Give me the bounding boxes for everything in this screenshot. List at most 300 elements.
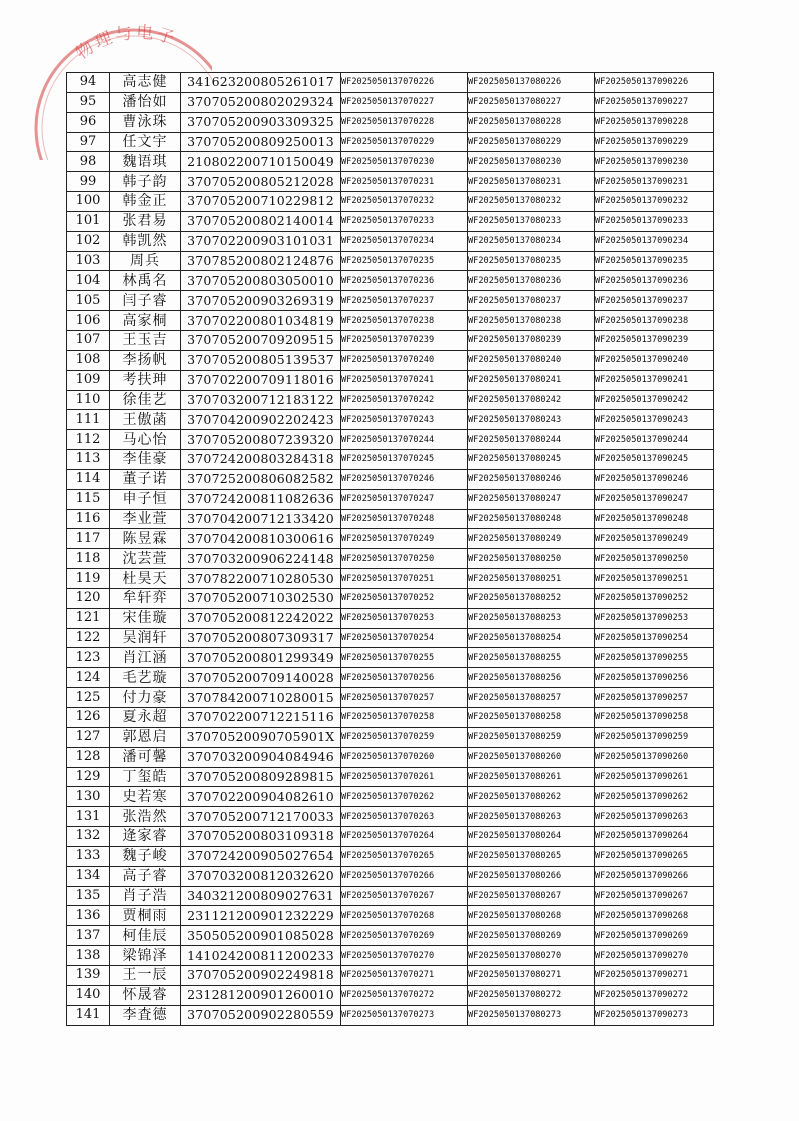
row-number-cell: 116 [67, 509, 110, 529]
code-cell-b: WF2025050137080270 [468, 946, 595, 966]
code-cell-c: WF2025050137090249 [595, 529, 714, 549]
code-cell-a: WF2025050137070239 [341, 330, 468, 350]
code-cell-c: WF2025050137090266 [595, 866, 714, 886]
code-cell-a: WF2025050137070227 [341, 92, 468, 112]
code-cell-c: WF2025050137090227 [595, 92, 714, 112]
code-cell-b: WF2025050137080242 [468, 390, 595, 410]
student-name-cell: 考扶珅 [110, 370, 181, 390]
id-number-cell: 370705200809289815 [181, 767, 341, 787]
student-name-cell: 潘怡如 [110, 92, 181, 112]
code-cell-b: WF2025050137080231 [468, 172, 595, 192]
code-cell-b: WF2025050137080249 [468, 529, 595, 549]
code-cell-a: WF2025050137070247 [341, 489, 468, 509]
code-cell-b: WF2025050137080259 [468, 727, 595, 747]
id-number-cell: 370705200807239320 [181, 430, 341, 450]
table-row [67, 846, 714, 866]
row-number-cell: 100 [67, 192, 110, 212]
code-cell-a: WF2025050137070240 [341, 350, 468, 370]
id-number-cell: 370705200803050010 [181, 271, 341, 291]
id-number-cell: 370704200712133420 [181, 509, 341, 529]
code-cell-a: WF2025050137070228 [341, 112, 468, 132]
code-cell-b: WF2025050137080236 [468, 271, 595, 291]
row-number-cell: 109 [67, 370, 110, 390]
student-name-cell: 郭恩启 [110, 727, 181, 747]
table-row [67, 946, 714, 966]
student-name-cell: 曹泳珠 [110, 112, 181, 132]
row-number-cell: 106 [67, 311, 110, 331]
code-cell-a: WF2025050137070265 [341, 846, 468, 866]
id-number-cell: 370702200801034819 [181, 311, 341, 331]
code-cell-a: WF2025050137070259 [341, 727, 468, 747]
code-cell-a: WF2025050137070262 [341, 787, 468, 807]
code-cell-a: WF2025050137070250 [341, 549, 468, 569]
code-cell-c: WF2025050137090244 [595, 430, 714, 450]
code-cell-a: WF2025050137070238 [341, 311, 468, 331]
code-cell-c: WF2025050137090256 [595, 668, 714, 688]
code-cell-b: WF2025050137080269 [468, 926, 595, 946]
table-row [67, 529, 714, 549]
code-cell-a: WF2025050137070272 [341, 985, 468, 1005]
id-number-cell: 37070520090705901X [181, 727, 341, 747]
code-cell-b: WF2025050137080247 [468, 489, 595, 509]
row-number-cell: 126 [67, 708, 110, 728]
row-number-cell: 118 [67, 549, 110, 569]
id-number-cell: 141024200811200233 [181, 946, 341, 966]
id-number-cell: 350505200901085028 [181, 926, 341, 946]
table-row [67, 410, 714, 430]
id-number-cell: 210802200710150049 [181, 152, 341, 172]
row-number-cell: 105 [67, 291, 110, 311]
student-name-cell: 毛艺璇 [110, 668, 181, 688]
code-cell-b: WF2025050137080266 [468, 866, 595, 886]
code-cell-a: WF2025050137070252 [341, 588, 468, 608]
row-number-cell: 113 [67, 450, 110, 470]
code-cell-c: WF2025050137090273 [595, 1005, 714, 1025]
code-cell-c: WF2025050137090257 [595, 688, 714, 708]
code-cell-a: WF2025050137070241 [341, 370, 468, 390]
id-number-cell: 370724200803284318 [181, 450, 341, 470]
student-name-cell: 肖子浩 [110, 886, 181, 906]
code-cell-a: WF2025050137070264 [341, 827, 468, 847]
id-number-cell: 370705200902280559 [181, 1005, 341, 1025]
id-number-cell: 370705200709140028 [181, 668, 341, 688]
code-cell-c: WF2025050137090235 [595, 251, 714, 271]
table-row [67, 469, 714, 489]
code-cell-c: WF2025050137090272 [595, 985, 714, 1005]
row-number-cell: 98 [67, 152, 110, 172]
code-cell-b: WF2025050137080267 [468, 886, 595, 906]
row-number-cell: 132 [67, 827, 110, 847]
id-number-cell: 370702200709118016 [181, 370, 341, 390]
code-cell-a: WF2025050137070246 [341, 469, 468, 489]
code-cell-b: WF2025050137080232 [468, 192, 595, 212]
code-cell-b: WF2025050137080261 [468, 767, 595, 787]
code-cell-c: WF2025050137090254 [595, 628, 714, 648]
table-row [67, 668, 714, 688]
row-number-cell: 99 [67, 172, 110, 192]
code-cell-a: WF2025050137070245 [341, 450, 468, 470]
code-cell-c: WF2025050137090229 [595, 132, 714, 152]
id-number-cell: 370705200805212028 [181, 172, 341, 192]
student-name-cell: 贾桐雨 [110, 906, 181, 926]
student-name-cell: 王玉吉 [110, 330, 181, 350]
id-number-cell: 370705200803109318 [181, 827, 341, 847]
row-number-cell: 110 [67, 390, 110, 410]
table-row [67, 450, 714, 470]
student-name-cell: 陈昱霖 [110, 529, 181, 549]
code-cell-c: WF2025050137090255 [595, 648, 714, 668]
student-name-cell: 逄家睿 [110, 827, 181, 847]
code-cell-c: WF2025050137090262 [595, 787, 714, 807]
table-row [67, 688, 714, 708]
student-name-cell: 张浩然 [110, 807, 181, 827]
student-name-cell: 杜昊天 [110, 569, 181, 589]
table-row [67, 727, 714, 747]
code-cell-b: WF2025050137080262 [468, 787, 595, 807]
code-cell-a: WF2025050137070251 [341, 569, 468, 589]
code-cell-c: WF2025050137090228 [595, 112, 714, 132]
id-number-cell: 341623200805261017 [181, 73, 341, 93]
code-cell-c: WF2025050137090239 [595, 330, 714, 350]
code-cell-c: WF2025050137090238 [595, 311, 714, 331]
student-name-cell: 马心怡 [110, 430, 181, 450]
row-number-cell: 135 [67, 886, 110, 906]
row-number-cell: 111 [67, 410, 110, 430]
code-cell-b: WF2025050137080238 [468, 311, 595, 331]
student-name-cell: 王傲菡 [110, 410, 181, 430]
code-cell-b: WF2025050137080226 [468, 73, 595, 93]
id-number-cell: 370702200904082610 [181, 787, 341, 807]
code-cell-a: WF2025050137070243 [341, 410, 468, 430]
row-number-cell: 97 [67, 132, 110, 152]
table-row [67, 390, 714, 410]
code-cell-a: WF2025050137070270 [341, 946, 468, 966]
student-name-cell: 李査德 [110, 1005, 181, 1025]
table-row [67, 886, 714, 906]
id-number-cell: 370784200710280015 [181, 688, 341, 708]
code-cell-c: WF2025050137090268 [595, 906, 714, 926]
row-number-cell: 117 [67, 529, 110, 549]
student-name-cell: 高志健 [110, 73, 181, 93]
table-row [67, 311, 714, 331]
id-number-cell: 231121200901232229 [181, 906, 341, 926]
code-cell-b: WF2025050137080258 [468, 708, 595, 728]
student-name-cell: 韩金正 [110, 192, 181, 212]
code-cell-b: WF2025050137080273 [468, 1005, 595, 1025]
row-number-cell: 122 [67, 628, 110, 648]
code-cell-c: WF2025050137090270 [595, 946, 714, 966]
code-cell-c: WF2025050137090247 [595, 489, 714, 509]
id-number-cell: 370702200712215116 [181, 708, 341, 728]
code-cell-a: WF2025050137070242 [341, 390, 468, 410]
row-number-cell: 130 [67, 787, 110, 807]
row-number-cell: 96 [67, 112, 110, 132]
code-cell-a: WF2025050137070257 [341, 688, 468, 708]
code-cell-b: WF2025050137080254 [468, 628, 595, 648]
code-cell-a: WF2025050137070273 [341, 1005, 468, 1025]
code-cell-b: WF2025050137080252 [468, 588, 595, 608]
code-cell-b: WF2025050137080233 [468, 211, 595, 231]
code-cell-c: WF2025050137090253 [595, 608, 714, 628]
code-cell-c: WF2025050137090230 [595, 152, 714, 172]
table-row [67, 827, 714, 847]
code-cell-c: WF2025050137090248 [595, 509, 714, 529]
row-number-cell: 101 [67, 211, 110, 231]
roster-body [67, 73, 714, 1026]
id-number-cell: 370782200710280530 [181, 569, 341, 589]
code-cell-c: WF2025050137090240 [595, 350, 714, 370]
table-row [67, 489, 714, 509]
code-cell-c: WF2025050137090234 [595, 231, 714, 251]
code-cell-b: WF2025050137080260 [468, 747, 595, 767]
code-cell-b: WF2025050137080235 [468, 251, 595, 271]
table-row [67, 747, 714, 767]
table-row [67, 251, 714, 271]
row-number-cell: 102 [67, 231, 110, 251]
table-row [67, 92, 714, 112]
code-cell-b: WF2025050137080255 [468, 648, 595, 668]
student-name-cell: 林禹名 [110, 271, 181, 291]
id-number-cell: 370705200802140014 [181, 211, 341, 231]
code-cell-c: WF2025050137090236 [595, 271, 714, 291]
id-number-cell: 370705200903309325 [181, 112, 341, 132]
code-cell-a: WF2025050137070233 [341, 211, 468, 231]
row-number-cell: 131 [67, 807, 110, 827]
code-cell-a: WF2025050137070254 [341, 628, 468, 648]
code-cell-c: WF2025050137090271 [595, 965, 714, 985]
code-cell-b: WF2025050137080253 [468, 608, 595, 628]
row-number-cell: 121 [67, 608, 110, 628]
student-name-cell: 韩子韵 [110, 172, 181, 192]
table-row [67, 271, 714, 291]
code-cell-b: WF2025050137080257 [468, 688, 595, 708]
row-number-cell: 114 [67, 469, 110, 489]
row-number-cell: 141 [67, 1005, 110, 1025]
table-row [67, 708, 714, 728]
row-number-cell: 136 [67, 906, 110, 926]
id-number-cell: 370705200709209515 [181, 330, 341, 350]
row-number-cell: 119 [67, 569, 110, 589]
id-number-cell: 231281200901260010 [181, 985, 341, 1005]
row-number-cell: 103 [67, 251, 110, 271]
code-cell-b: WF2025050137080244 [468, 430, 595, 450]
table-row [67, 628, 714, 648]
code-cell-b: WF2025050137080264 [468, 827, 595, 847]
code-cell-c: WF2025050137090242 [595, 390, 714, 410]
code-cell-a: WF2025050137070230 [341, 152, 468, 172]
table-row [67, 965, 714, 985]
code-cell-a: WF2025050137070237 [341, 291, 468, 311]
code-cell-b: WF2025050137080227 [468, 92, 595, 112]
table-row [67, 350, 714, 370]
id-number-cell: 370705200805139537 [181, 350, 341, 370]
code-cell-b: WF2025050137080228 [468, 112, 595, 132]
code-cell-c: WF2025050137090267 [595, 886, 714, 906]
id-number-cell: 370724200811082636 [181, 489, 341, 509]
code-cell-c: WF2025050137090245 [595, 450, 714, 470]
row-number-cell: 112 [67, 430, 110, 450]
code-cell-c: WF2025050137090246 [595, 469, 714, 489]
id-number-cell: 370704200810300616 [181, 529, 341, 549]
row-number-cell: 104 [67, 271, 110, 291]
row-number-cell: 137 [67, 926, 110, 946]
code-cell-a: WF2025050137070269 [341, 926, 468, 946]
table-row [67, 1005, 714, 1025]
code-cell-b: WF2025050137080240 [468, 350, 595, 370]
student-name-cell: 韩凯然 [110, 231, 181, 251]
code-cell-c: WF2025050137090250 [595, 549, 714, 569]
id-number-cell: 370705200903269319 [181, 291, 341, 311]
id-number-cell: 370703200906224148 [181, 549, 341, 569]
id-number-cell: 370705200807309317 [181, 628, 341, 648]
id-number-cell: 370703200812032620 [181, 866, 341, 886]
student-name-cell: 夏永超 [110, 708, 181, 728]
row-number-cell: 95 [67, 92, 110, 112]
code-cell-b: WF2025050137080245 [468, 450, 595, 470]
table-row [67, 211, 714, 231]
table-row [67, 608, 714, 628]
id-number-cell: 370724200905027654 [181, 846, 341, 866]
code-cell-a: WF2025050137070263 [341, 807, 468, 827]
id-number-cell: 370705200812242022 [181, 608, 341, 628]
student-name-cell: 李扬帆 [110, 350, 181, 370]
table-row [67, 866, 714, 886]
row-number-cell: 107 [67, 330, 110, 350]
code-cell-a: WF2025050137070232 [341, 192, 468, 212]
code-cell-a: WF2025050137070261 [341, 767, 468, 787]
id-number-cell: 370785200802124876 [181, 251, 341, 271]
student-name-cell: 沈芸萱 [110, 549, 181, 569]
table-row [67, 807, 714, 827]
code-cell-b: WF2025050137080256 [468, 668, 595, 688]
table-row [67, 648, 714, 668]
id-number-cell: 370703200904084946 [181, 747, 341, 767]
student-name-cell: 周兵 [110, 251, 181, 271]
student-name-cell: 高子睿 [110, 866, 181, 886]
svg-text:物理与电子: 物理与电子 [72, 22, 180, 64]
row-number-cell: 123 [67, 648, 110, 668]
code-cell-c: WF2025050137090261 [595, 767, 714, 787]
code-cell-a: WF2025050137070266 [341, 866, 468, 886]
code-cell-c: WF2025050137090252 [595, 588, 714, 608]
code-cell-b: WF2025050137080229 [468, 132, 595, 152]
id-number-cell: 370703200712183122 [181, 390, 341, 410]
id-number-cell: 370705200802029324 [181, 92, 341, 112]
table-row [67, 73, 714, 93]
code-cell-b: WF2025050137080230 [468, 152, 595, 172]
code-cell-c: WF2025050137090241 [595, 370, 714, 390]
code-cell-a: WF2025050137070253 [341, 608, 468, 628]
code-cell-b: WF2025050137080250 [468, 549, 595, 569]
code-cell-a: WF2025050137070271 [341, 965, 468, 985]
student-name-cell: 史若寒 [110, 787, 181, 807]
code-cell-a: WF2025050137070258 [341, 708, 468, 728]
row-number-cell: 124 [67, 668, 110, 688]
student-name-cell: 潘可馨 [110, 747, 181, 767]
student-name-cell: 闫子睿 [110, 291, 181, 311]
student-name-cell: 董子诺 [110, 469, 181, 489]
code-cell-b: WF2025050137080246 [468, 469, 595, 489]
student-name-cell: 丁玺皓 [110, 767, 181, 787]
row-number-cell: 134 [67, 866, 110, 886]
code-cell-c: WF2025050137090258 [595, 708, 714, 728]
code-cell-a: WF2025050137070249 [341, 529, 468, 549]
code-cell-c: WF2025050137090237 [595, 291, 714, 311]
table-row [67, 569, 714, 589]
code-cell-c: WF2025050137090232 [595, 192, 714, 212]
student-name-cell: 吴润轩 [110, 628, 181, 648]
student-name-cell: 付力豪 [110, 688, 181, 708]
id-number-cell: 370705200809250013 [181, 132, 341, 152]
table-row [67, 430, 714, 450]
student-name-cell: 任文宇 [110, 132, 181, 152]
student-name-cell: 怀晟睿 [110, 985, 181, 1005]
student-name-cell: 张君易 [110, 211, 181, 231]
student-name-cell: 魏子峻 [110, 846, 181, 866]
code-cell-c: WF2025050137090259 [595, 727, 714, 747]
code-cell-b: WF2025050137080243 [468, 410, 595, 430]
id-number-cell: 370705200710229812 [181, 192, 341, 212]
code-cell-b: WF2025050137080251 [468, 569, 595, 589]
row-number-cell: 139 [67, 965, 110, 985]
row-number-cell: 129 [67, 767, 110, 787]
code-cell-c: WF2025050137090263 [595, 807, 714, 827]
code-cell-b: WF2025050137080263 [468, 807, 595, 827]
code-cell-a: WF2025050137070235 [341, 251, 468, 271]
id-number-cell: 370702200903101031 [181, 231, 341, 251]
table-row [67, 172, 714, 192]
row-number-cell: 127 [67, 727, 110, 747]
row-number-cell: 138 [67, 946, 110, 966]
code-cell-b: WF2025050137080234 [468, 231, 595, 251]
code-cell-a: WF2025050137070234 [341, 231, 468, 251]
student-name-cell: 魏语琪 [110, 152, 181, 172]
code-cell-a: WF2025050137070226 [341, 73, 468, 93]
student-name-cell: 李业萱 [110, 509, 181, 529]
code-cell-a: WF2025050137070229 [341, 132, 468, 152]
table-row [67, 112, 714, 132]
student-name-cell: 高家桐 [110, 311, 181, 331]
id-number-cell: 340321200809027631 [181, 886, 341, 906]
student-name-cell: 肖江涵 [110, 648, 181, 668]
student-name-cell: 梁锦泽 [110, 946, 181, 966]
row-number-cell: 128 [67, 747, 110, 767]
table-row [67, 152, 714, 172]
table-row [67, 787, 714, 807]
code-cell-a: WF2025050137070256 [341, 668, 468, 688]
code-cell-b: WF2025050137080237 [468, 291, 595, 311]
student-name-cell: 王一辰 [110, 965, 181, 985]
code-cell-c: WF2025050137090264 [595, 827, 714, 847]
id-number-cell: 370725200806082582 [181, 469, 341, 489]
code-cell-c: WF2025050137090226 [595, 73, 714, 93]
student-name-cell: 李佳豪 [110, 450, 181, 470]
row-number-cell: 125 [67, 688, 110, 708]
code-cell-a: WF2025050137070268 [341, 906, 468, 926]
code-cell-b: WF2025050137080271 [468, 965, 595, 985]
code-cell-a: WF2025050137070231 [341, 172, 468, 192]
table-row [67, 509, 714, 529]
code-cell-b: WF2025050137080248 [468, 509, 595, 529]
table-row [67, 132, 714, 152]
code-cell-b: WF2025050137080239 [468, 330, 595, 350]
code-cell-c: WF2025050137090260 [595, 747, 714, 767]
id-number-cell: 370705200710302530 [181, 588, 341, 608]
student-roster-table [66, 72, 714, 1026]
student-name-cell: 牟轩弈 [110, 588, 181, 608]
code-cell-b: WF2025050137080268 [468, 906, 595, 926]
code-cell-a: WF2025050137070260 [341, 747, 468, 767]
